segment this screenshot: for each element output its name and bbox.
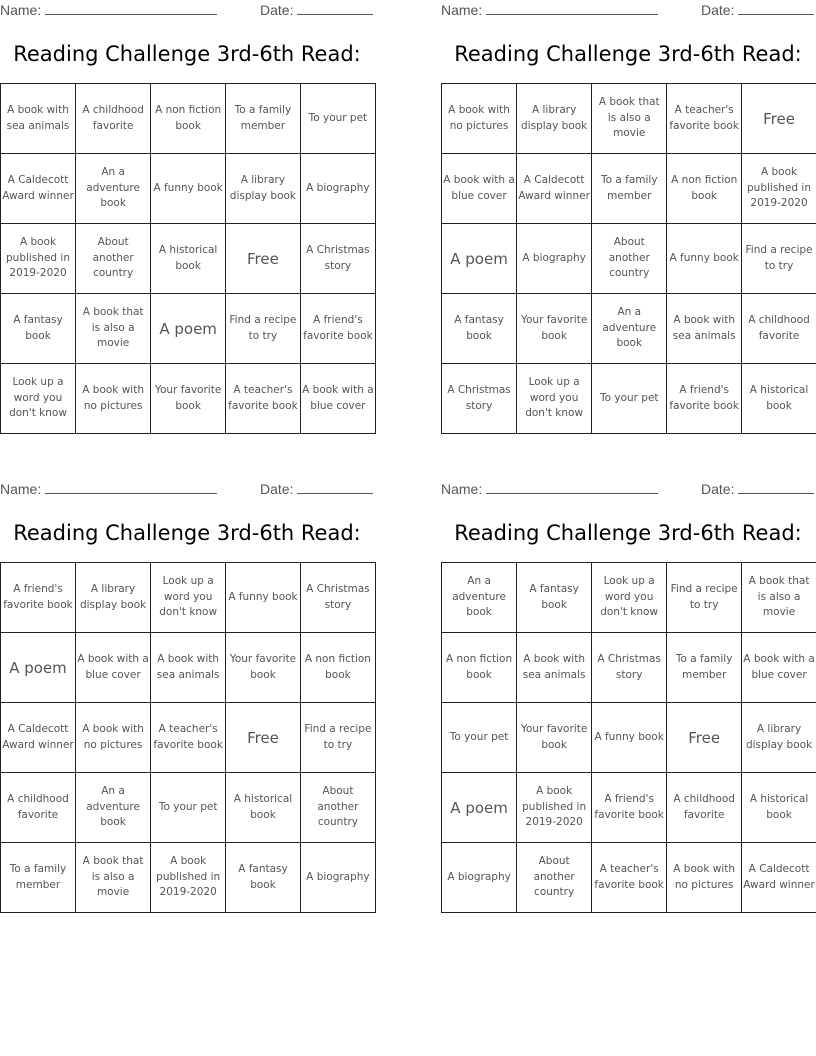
card-title: Reading Challenge 3rd-6th Read: xyxy=(13,42,361,66)
date-field xyxy=(701,481,814,497)
grid-cell: About another country xyxy=(76,224,151,294)
name-label: Name: xyxy=(441,481,483,497)
header-fields xyxy=(441,481,816,499)
grid-row xyxy=(442,773,816,843)
grid-cell: A friend's favorite book xyxy=(300,294,375,364)
grid-cell: About another country xyxy=(300,773,375,843)
grid-cell: A friend's favorite book xyxy=(667,364,742,434)
grid-cell: Look up a word you don't know xyxy=(517,364,592,434)
date-label: Date: xyxy=(260,2,294,18)
grid-cell: A poem xyxy=(442,773,517,843)
grid-cell: A biography xyxy=(442,843,517,913)
grid-row xyxy=(442,633,816,703)
grid-cell: A historical book xyxy=(742,364,816,434)
grid-cell: A historical book xyxy=(742,773,816,843)
grid-cell: To a family member xyxy=(667,633,742,703)
card-title: Reading Challenge 3rd-6th Read: xyxy=(454,521,802,545)
grid-cell: A library display book xyxy=(517,84,592,154)
grid-row xyxy=(442,364,816,434)
name-field xyxy=(441,481,658,497)
grid-cell: Look up a word you don't know xyxy=(592,563,667,633)
grid-row xyxy=(1,563,376,633)
header-fields xyxy=(441,2,816,20)
name-blank-line xyxy=(486,2,658,15)
grid-cell: A Caldecott Award winner xyxy=(742,843,816,913)
bingo-grid xyxy=(441,562,816,913)
grid-cell: A historical book xyxy=(151,224,226,294)
grid-cell: A Christmas story xyxy=(442,364,517,434)
grid-cell: A book with no pictures xyxy=(442,84,517,154)
grid-row xyxy=(1,843,376,913)
grid-cell: A library display book xyxy=(226,154,301,224)
bingo-card-1 xyxy=(0,0,376,440)
name-blank-line xyxy=(45,2,217,15)
grid-cell: A teacher's favorite book xyxy=(667,84,742,154)
grid-cell: A book with sea animals xyxy=(667,294,742,364)
grid-row xyxy=(1,294,376,364)
grid-cell: A book with a blue cover xyxy=(742,633,816,703)
bingo-card-3 xyxy=(0,479,376,919)
grid-cell: Find a recipe to try xyxy=(742,224,816,294)
grid-cell: Find a recipe to try xyxy=(300,703,375,773)
name-blank-line xyxy=(486,481,658,494)
bingo-card-2 xyxy=(441,0,816,440)
grid-cell: A poem xyxy=(442,224,517,294)
grid-cell: Your favorite book xyxy=(226,633,301,703)
bingo-grid xyxy=(0,562,376,913)
grid-cell: A book with sea animals xyxy=(1,84,76,154)
grid-cell: To a family member xyxy=(1,843,76,913)
grid-cell: An a adventure book xyxy=(76,154,151,224)
grid-row xyxy=(1,154,376,224)
grid-cell: A biography xyxy=(300,154,375,224)
name-label: Name: xyxy=(0,481,42,497)
grid-cell: A non fiction book xyxy=(442,633,517,703)
date-label: Date: xyxy=(260,481,294,497)
grid-cell: A Caldecott Award winner xyxy=(1,703,76,773)
grid-cell: To your pet xyxy=(592,364,667,434)
grid-row xyxy=(1,703,376,773)
name-field xyxy=(0,2,217,18)
date-label: Date: xyxy=(701,481,735,497)
grid-cell: Your favorite book xyxy=(517,703,592,773)
grid-row xyxy=(1,84,376,154)
header-fields xyxy=(0,2,376,20)
grid-cell: To a family member xyxy=(226,84,301,154)
grid-cell: A Caldecott Award winner xyxy=(1,154,76,224)
date-blank-line xyxy=(297,2,373,15)
grid-cell: A historical book xyxy=(226,773,301,843)
grid-cell: A book that is also a movie xyxy=(76,294,151,364)
grid-cell: A funny book xyxy=(151,154,226,224)
grid-cell: To your pet xyxy=(442,703,517,773)
grid-cell: A book published in 2019-2020 xyxy=(742,154,816,224)
grid-cell: An a adventure book xyxy=(592,294,667,364)
grid-cell: A book published in 2019-2020 xyxy=(517,773,592,843)
grid-cell: A teacher's favorite book xyxy=(592,843,667,913)
grid-cell: About another country xyxy=(592,224,667,294)
grid-cell: A childhood favorite xyxy=(1,773,76,843)
grid-row xyxy=(442,843,816,913)
grid-row xyxy=(1,364,376,434)
grid-cell: Free xyxy=(742,84,816,154)
grid-cell: A fantasy book xyxy=(442,294,517,364)
grid-cell: A book with no pictures xyxy=(76,364,151,434)
grid-row xyxy=(1,773,376,843)
grid-cell: Find a recipe to try xyxy=(226,294,301,364)
grid-cell: A book published in 2019-2020 xyxy=(1,224,76,294)
grid-cell: Free xyxy=(226,703,301,773)
header-fields xyxy=(0,481,376,499)
grid-cell: A friend's favorite book xyxy=(592,773,667,843)
grid-cell: Find a recipe to try xyxy=(667,563,742,633)
grid-row xyxy=(1,224,376,294)
grid-row xyxy=(442,84,816,154)
grid-cell: A fantasy book xyxy=(517,563,592,633)
grid-cell: A Christmas story xyxy=(300,224,375,294)
grid-row xyxy=(442,154,816,224)
grid-cell: Free xyxy=(226,224,301,294)
date-field xyxy=(260,481,373,497)
grid-cell: A book with sea animals xyxy=(517,633,592,703)
date-blank-line xyxy=(297,481,373,494)
name-label: Name: xyxy=(0,2,42,18)
card-title: Reading Challenge 3rd-6th Read: xyxy=(454,42,802,66)
name-label: Name: xyxy=(441,2,483,18)
grid-cell: About another country xyxy=(517,843,592,913)
grid-cell: Look up a word you don't know xyxy=(1,364,76,434)
grid-cell: A fantasy book xyxy=(1,294,76,364)
grid-cell: A book with no pictures xyxy=(667,843,742,913)
grid-cell: Your favorite book xyxy=(151,364,226,434)
grid-cell: A biography xyxy=(517,224,592,294)
name-field xyxy=(0,481,217,497)
grid-cell: A non fiction book xyxy=(151,84,226,154)
name-field xyxy=(441,2,658,18)
grid-cell: A book published in 2019-2020 xyxy=(151,843,226,913)
grid-cell: To your pet xyxy=(300,84,375,154)
grid-cell: A non fiction book xyxy=(667,154,742,224)
grid-cell: Your favorite book xyxy=(517,294,592,364)
date-blank-line xyxy=(738,481,814,494)
grid-cell: To your pet xyxy=(151,773,226,843)
name-blank-line xyxy=(45,481,217,494)
date-blank-line xyxy=(738,2,814,15)
grid-cell: A book with a blue cover xyxy=(300,364,375,434)
date-field xyxy=(701,2,814,18)
grid-cell: A book with a blue cover xyxy=(442,154,517,224)
grid-cell: To a family member xyxy=(592,154,667,224)
grid-cell: A book with sea animals xyxy=(151,633,226,703)
date-field xyxy=(260,2,373,18)
grid-cell: A library display book xyxy=(742,703,816,773)
grid-cell: A library display book xyxy=(75,563,150,633)
grid-cell: A childhood favorite xyxy=(76,84,151,154)
grid-cell: A teacher's favorite book xyxy=(151,703,226,773)
grid-cell: A Christmas story xyxy=(300,563,375,633)
grid-cell: A fantasy book xyxy=(226,843,301,913)
date-label: Date: xyxy=(701,2,735,18)
grid-row xyxy=(442,563,816,633)
grid-cell: A biography xyxy=(300,843,375,913)
bingo-grid xyxy=(441,83,816,434)
grid-row xyxy=(442,703,816,773)
grid-row xyxy=(1,633,376,703)
grid-cell: A poem xyxy=(1,633,76,703)
bingo-grid xyxy=(0,83,376,434)
grid-cell: A book with no pictures xyxy=(75,703,150,773)
bingo-card-4 xyxy=(441,479,816,919)
grid-cell: A non fiction book xyxy=(300,633,375,703)
grid-row xyxy=(442,224,816,294)
grid-cell: A Christmas story xyxy=(592,633,667,703)
grid-cell: A poem xyxy=(151,294,226,364)
grid-cell: A funny book xyxy=(667,224,742,294)
grid-cell: A friend's favorite book xyxy=(1,563,76,633)
grid-cell: A childhood favorite xyxy=(742,294,816,364)
grid-cell: An a adventure book xyxy=(75,773,150,843)
grid-cell: Look up a word you don't know xyxy=(151,563,226,633)
card-title: Reading Challenge 3rd-6th Read: xyxy=(13,521,361,545)
grid-cell: A book that is also a movie xyxy=(75,843,150,913)
grid-row xyxy=(442,294,816,364)
grid-cell: A book that is also a movie xyxy=(742,563,816,633)
grid-cell: A book that is also a movie xyxy=(592,84,667,154)
grid-cell: A Caldecott Award winner xyxy=(517,154,592,224)
grid-cell: A funny book xyxy=(592,703,667,773)
grid-cell: Free xyxy=(667,703,742,773)
grid-cell: A funny book xyxy=(226,563,301,633)
grid-cell: A childhood favorite xyxy=(667,773,742,843)
grid-cell: A book with a blue cover xyxy=(75,633,150,703)
grid-cell: An a adventure book xyxy=(442,563,517,633)
grid-cell: A teacher's favorite book xyxy=(226,364,301,434)
